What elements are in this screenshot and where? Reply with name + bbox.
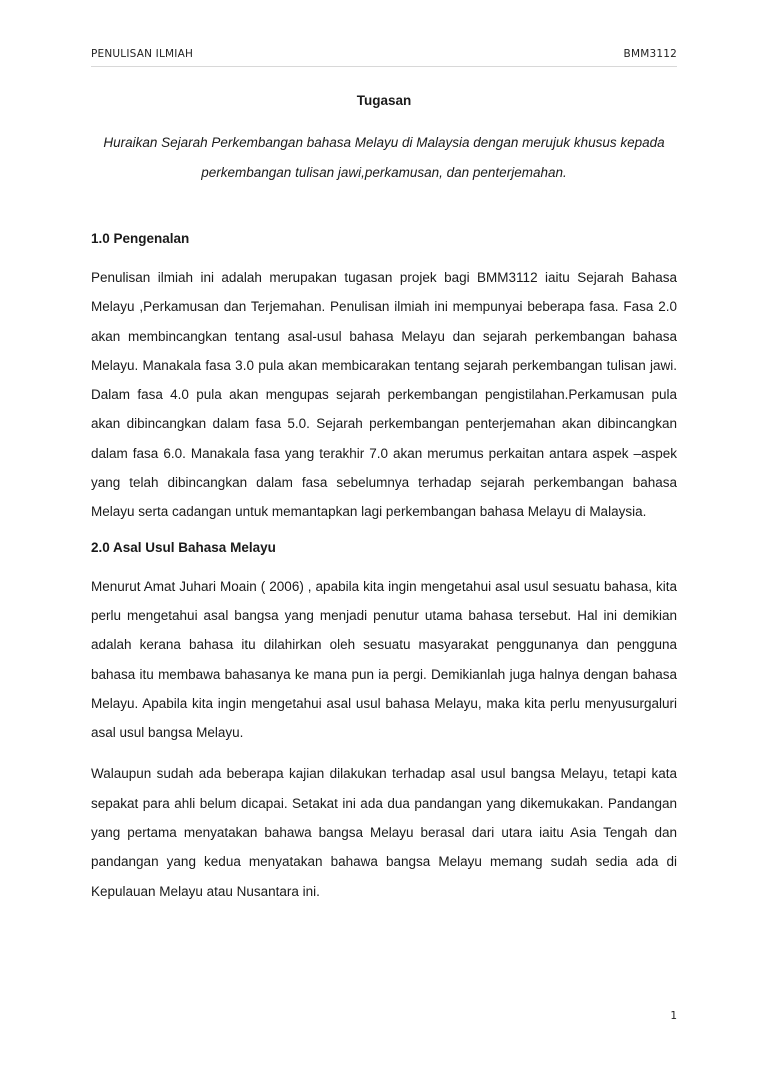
document-body <box>91 92 677 918</box>
header-course-code: BMM3112 <box>623 48 677 60</box>
page-number: 1 <box>670 1010 677 1022</box>
origins-paragraph-1: Menurut Amat Juhari Moain ( 2006) , apabila kita ingin mengetahui asal usul sesuatu bahasa, kita perlu mengetahui asal bangsa yang menjadi penutur utama bahasa tersebut. Hal ini demikian adalah kerana bahasa itu dilahirkan oleh sesuatu masyarakat penggunanya dan pengguna bahasa itu membawa bahasanya ke mana pun ia pergi. Demikianlah juga halnya dengan bahasa Melayu. Apabila kita ingin mengetahui asal usul bahasa Melayu, maka kita perlu menyusurgaluri asal usul bangsa Melayu. <box>91 578 677 741</box>
section-heading-introduction: 1.0 Pengenalan <box>91 231 190 246</box>
introduction-paragraph: Penulisan ilmiah ini adalah merupakan tugasan projek bagi BMM3112 iaitu Sejarah Bahasa Melayu ,Perkamusan dan Terjemahan. Penulisan ilmiah ini mempunyai beberapa fasa. Fasa 2.0 akan membincangkan tentang asal-usul bahasa Melayu dan sejarah perkembangan bahasa Melayu. Manakala fasa 3.0 pula akan membicarakan tentang sejarah perkembangan tulisan jawi. Dalam fasa 4.0 pula akan mengupas sejarah perkembangan pengistilahan.Perkamusan pula akan dibincangkan dalam fasa 5.0. Sejarah perkembangan penterjemahan akan dibincangkan dalam fasa 6.0. Manakala fasa yang terakhir 7.0 akan merumus perkaitan antara aspek –aspek yang telah dibincangkan dalam fasa sebelumnya terhadap sejarah perkembangan bahasa Melayu serta cadangan untuk memantapkan lagi perkembangan bahasa Melayu di Malaysia. <box>91 270 677 520</box>
section-heading-origins: 2.0 Asal Usul Bahasa Melayu <box>91 539 276 555</box>
running-header <box>91 48 677 64</box>
header-divider <box>91 66 677 67</box>
assignment-question: Huraikan Sejarah Perkembangan bahasa Melayu di Malaysia dengan merujuk khusus kepada perkembangan tulisan jawi,perkamusan, dan penterjemahan. <box>103 135 665 180</box>
document-title: Tugasan <box>356 93 412 108</box>
origins-paragraph-2: Walaupun sudah ada beberapa kajian dilakukan terhadap asal usul bangsa Melayu, tetapi kata sepakat para ahli belum dicapai. Setakat ini ada dua pandangan yang dikemukakan. Pandangan yang pertama menyatakan bahawa bangsa Melayu berasal dari utara iaitu Asia Tengah dan pandangan yang kedua menyatakan bahawa bangsa Melayu memang sudah sedia ada di Kepulauan Melayu atau Nusantara ini. <box>91 766 677 899</box>
header-course-title: PENULISAN ILMIAH <box>91 48 194 60</box>
